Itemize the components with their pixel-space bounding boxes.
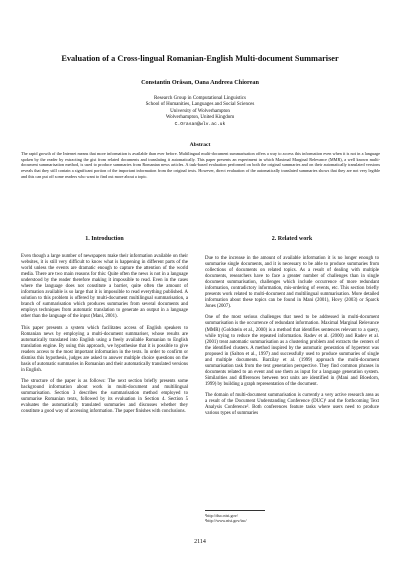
paper-title: Evaluation of a Cross-lingual Romanian-English Multi-document Summariser — [61, 54, 339, 63]
footnote: ²http://www.nist.gov/tac/ — [205, 518, 247, 524]
page-number: 2114 — [194, 539, 206, 545]
affiliation-line: School of Humanities, Languages and Social Sciences — [145, 102, 255, 108]
affiliation-line: Research Group in Computational Linguistics — [154, 96, 246, 101]
footnote: ¹http://duc.nist.gov/ — [205, 513, 238, 518]
body-paragraph: Due to the increase in the amount of available information it is no longer enough to summarise single documents, and it is necessary to be able to produce summaries from collections of documents on related topics. As a result of dealing with multiple documents, researchers have to face a greater number of challenges than in single document summarisation, challenges which include occurrence of more redundant information, contradictory information, mis-ordering of events, etc. This section briefly presents work related to multi-document and multilingual summarisation. More detailed information about these topics can be found in Mani (2001), Hovy (2003) or Sparck Jones (2007). — [205, 256, 379, 310]
affiliation-line: Wolverhampton, United Kingdom — [165, 115, 235, 121]
section-heading-related-work: 2. Related work — [271, 236, 313, 242]
author-email: C.Orasan@wlv.ac.uk — [174, 121, 226, 127]
body-paragraph: This paper presents a system which facilitates access of English speakers to Romanian news by employing a multi-document summariser, whose results are automatically translated into English using a freely available Romanian to English translation engine. By using this approach, we hypothesise that it is possible to give readers access to the most important information in the texts. In order to confirm or dismiss this hypothesis, judges are asked to answer multiple choice questions on the basis of automatic summaries in Romanian and their automatically translated versions in English. — [21, 325, 188, 373]
affiliation-block — [20, 96, 380, 128]
footnotes — [205, 510, 379, 523]
left-column — [21, 234, 188, 420]
affiliation-line: University of Wolverhampton — [170, 108, 230, 114]
section-heading-introduction: 1. Introduction — [85, 236, 124, 242]
abstract-text: The rapid growth of the Internet means that more information is available than ever before. Multilingual multi-document summarisation offers a way to access this information even when it is not in a language spoken by the reader by extracting the gist from related documents and translating it automatically. This paper presents an experiment in which Maximal Marginal Relevance (MMR), a well known multi-document summarisation method, is used to produce summaries from Romanian news articles. A task-based evaluation performed on both the original summaries and on their automatically translated versions reveals that they still contain a significant portion of the important information from the original texts. However, direct evaluation of the automatically translated summaries shows that they are not very legible and this can put off some readers who want to find out more about a topic. — [21, 151, 380, 179]
right-column — [205, 234, 379, 422]
paper-authors: Constantin Orăsan, Oana Andreea Chiorean — [141, 79, 259, 86]
body-paragraph: Even though a large number of newspapers make their information available on their websites, it is still very difficult to know what is happening in different parts of the world unless the events are dramatic enough to capture the attention of the world media. There are two main reasons for this: Quite often the news is not in a language understood by the reader therefore making it impossible to read. Even in the cases where the language does not constitute a barrier, quite often the amount of information available is so large that it is impossible to read everything published. A solution to this problem is offered by multi-document multilingual summarisation, a branch of summarisation which produces summaries from several documents and employs techniques from automatic translation to generate an output in a language other than the language of the input (Mani, 2001). — [21, 254, 188, 320]
body-paragraph: One of the most serious challenges that need to be addressed in multi-document summarisation is the occurrence of redundant information. Maximal Marginal Relevance (MMR) (Goldstein et al., 2000) is a method that identifies sentences relevant to a query, while trying to reduce the repeated information. Radev et al. (2000) and Radev et al. (2001) treat automatic summarisation as a clustering problem and extracts the centers of the identified clusters. A method inspired by the automatic generation of hypertext was proposed in (Salton et al., 1997) and successfully used to produce summaries of single and multiple documents. Barzilay et al. (1999) approach the multi-document summarisation task from the text generation perspective. They find common phrases in documents related to an event and use them as input for a language generation system. Similarities and differences between text units are identified in (Mani and Bloedorn, 1999) by building a graph representation of the document. — [205, 315, 379, 387]
footnote-rule — [205, 510, 265, 511]
body-paragraph: The domain of multi-document summarisation is currently a very active research area as a result of the Document Understanding Conference (DUC)¹ and the forthcoming Text Analysis Conference². Both conferences feature tasks where users need to produce various types of summaries — [205, 392, 379, 417]
body-paragraph: The structure of the paper is as follows: The next section briefly presents some background information about work in multi-document and multilingual summarisation. Section 3 describes the summarisation method employed to summarise Romanian texts, followed by its evaluation in Section 4. Section 5 evaluates the automatically translated summaries and discusses whether they constitute a good way of accessing information. The paper finishes with conclusions. — [21, 378, 188, 415]
abstract-heading: Abstract — [189, 142, 211, 148]
